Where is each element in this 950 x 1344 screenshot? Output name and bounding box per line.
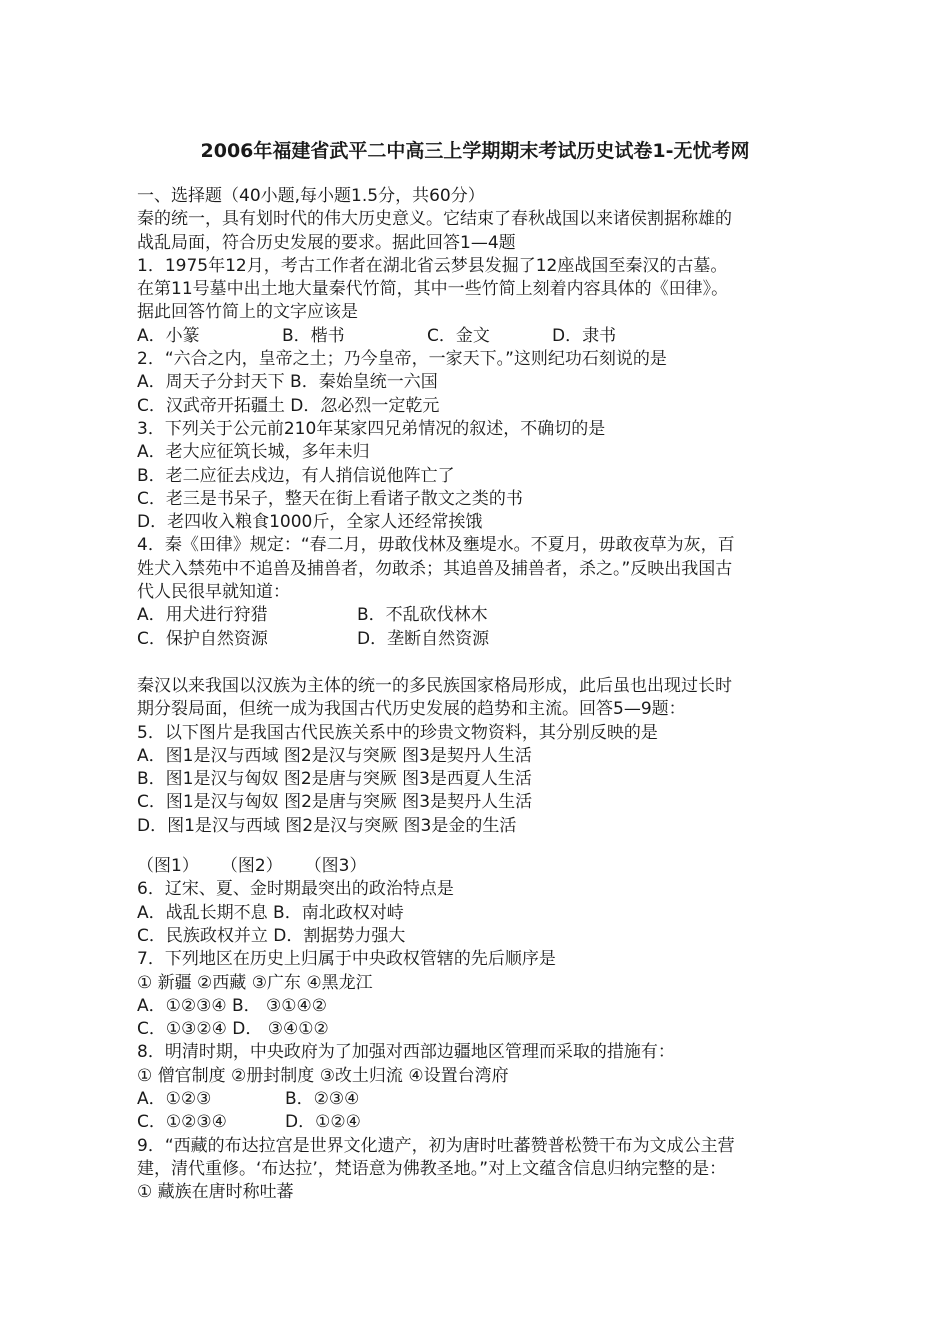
question-8-options-cd	[137, 1111, 827, 1134]
option-c: C．图1是汉与匈奴 图2是唐与突厥 图3是契丹人生活	[137, 792, 533, 813]
question-4-stem: 姓犬入禁苑中不追兽及捕兽者，勿敢杀；其追兽及捕兽者，杀之。”反映出我国古	[137, 558, 733, 579]
question-1-stem: 据此回答竹简上的文字应该是	[137, 302, 358, 323]
intro-paragraph-line: 战乱局面，符合历史发展的要求。据此回答1—4题	[137, 232, 516, 253]
option-a: A．①②③	[137, 1088, 212, 1109]
question-2-options-ab: A．周天子分封天下 B．秦始皇统一六国	[137, 372, 438, 393]
option-d: D．垄断自然资源	[357, 628, 490, 649]
question-6-options-ab: A．战乱长期不息 B．南北政权对峙	[137, 902, 404, 923]
question-7-items: ① 新疆 ②西藏 ③广东 ④黑龙江	[137, 972, 373, 993]
figure-captions	[137, 855, 827, 878]
document-body	[137, 185, 827, 1204]
question-8-stem: 8．明清时期，中央政府为了加强对西部边疆地区管理而采取的措施有：	[137, 1042, 675, 1063]
question-8-items: ① 僧官制度 ②册封制度 ③改土归流 ④设置台湾府	[137, 1065, 509, 1086]
question-9-item: ① 藏族在唐时称吐蕃	[137, 1182, 294, 1203]
option-c: C．①②③④	[137, 1112, 227, 1133]
question-1-options	[137, 325, 827, 348]
question-6-stem: 6．辽宋、夏、金时期最突出的政治特点是	[137, 879, 454, 900]
option-a: A．小篆	[137, 325, 200, 346]
question-2-options-cd: C．汉武帝开拓疆土 D．忽必烈一定乾元	[137, 395, 440, 416]
option-d: D．①②④	[285, 1112, 361, 1133]
section-header: 一、选择题（40小题,每小题1.5分，共60分）	[137, 186, 485, 206]
option-b: B．图1是汉与匈奴 图2是唐与突厥 图3是西夏人生活	[137, 769, 532, 790]
question-4-stem: 4．秦《田律》规定：“春二月，毋敢伐林及壅堤水。不夏月，毋敢夜草为灰，百	[137, 535, 735, 556]
paragraph-gap	[137, 838, 827, 855]
option-d: D．隶书	[552, 325, 617, 346]
question-5-stem: 5．以下图片是我国古代民族关系中的珍贵文物资料，其分别反映的是	[137, 722, 658, 743]
option-c: C．老三是书呆子，整天在街上看诸子散文之类的书	[137, 488, 523, 509]
question-7-options-ab: A．①②③④ B． ③①④②	[137, 995, 328, 1016]
question-7-stem: 7．下列地区在历史上归属于中央政权管辖的先后顺序是	[137, 949, 556, 970]
intro-paragraph-line: 秦汉以来我国以汉族为主体的统一的多民族国家格局形成，此后虽也出现过长时	[137, 675, 732, 696]
option-a: A．图1是汉与西域 图2是汉与突厥 图3是契丹人生活	[137, 745, 532, 766]
question-8-options-ab	[137, 1088, 827, 1111]
paragraph-gap	[137, 651, 827, 675]
option-b: B．②③④	[285, 1088, 360, 1109]
intro-paragraph-line: 期分裂局面，但统一成为我国古代历史发展的趋势和主流。回答5—9题：	[137, 699, 686, 720]
question-4-stem: 代人民很早就知道：	[137, 582, 290, 603]
option-d: D．图1是汉与西域 图2是汉与突厥 图3是金的生活	[137, 815, 517, 836]
option-b: B．楷书	[282, 325, 345, 346]
question-3-stem: 3．下列关于公元前210年某家四兄弟情况的叙述，不确切的是	[137, 418, 606, 439]
question-7-options-cd: C．①③②④ D． ③④①②	[137, 1019, 329, 1040]
question-1-stem: 1．1975年12月，考古工作者在湖北省云梦县发掘了12座战国至秦汉的古墓。	[137, 255, 728, 276]
option-b: B．老二应征去戍边，有人捎信说他阵亡了	[137, 465, 455, 486]
question-6-options-cd: C．民族政权并立 D．割据势力强大	[137, 925, 406, 946]
option-c: C．金文	[427, 325, 490, 346]
question-2-stem: 2．“六合之内，皇帝之土；乃今皇帝，一家天下。”这则纪功石刻说的是	[137, 349, 667, 370]
question-4-options-cd	[137, 628, 827, 651]
figure-3-caption: （图3）	[304, 856, 367, 877]
option-a: A．用犬进行狩猎	[137, 605, 268, 626]
option-c: C．保护自然资源	[137, 628, 268, 649]
question-4-options-ab	[137, 604, 827, 627]
page-title: 2006年福建省武平二中高三上学期期末考试历史试卷1-无忧考网	[200, 140, 750, 162]
intro-paragraph-line: 秦的统一，具有划时代的伟大历史意义。它结束了春秋战国以来诸侯割据称雄的	[137, 209, 732, 230]
question-1-stem: 在第11号墓中出土地大量秦代竹简，其中一些竹简上刻着内容具体的《田律》。	[137, 279, 729, 300]
figure-2-caption: （图2）	[220, 856, 283, 877]
option-d: D．老四收入粮食1000斤，全家人还经常挨饿	[137, 512, 483, 533]
option-a: A．老大应征筑长城，多年未归	[137, 442, 370, 463]
figure-1-caption: （图1）	[137, 856, 199, 877]
question-9-stem: 建，清代重修。‘布达拉’，梵语意为佛教圣地。”对上文蕴含信息归纳完整的是：	[137, 1158, 727, 1179]
question-9-stem: 9．“西藏的布达拉宫是世界文化遗产，初为唐时吐蕃赞普松赞干布为文成公主营	[137, 1135, 735, 1156]
option-b: B．不乱砍伐林木	[357, 605, 488, 626]
